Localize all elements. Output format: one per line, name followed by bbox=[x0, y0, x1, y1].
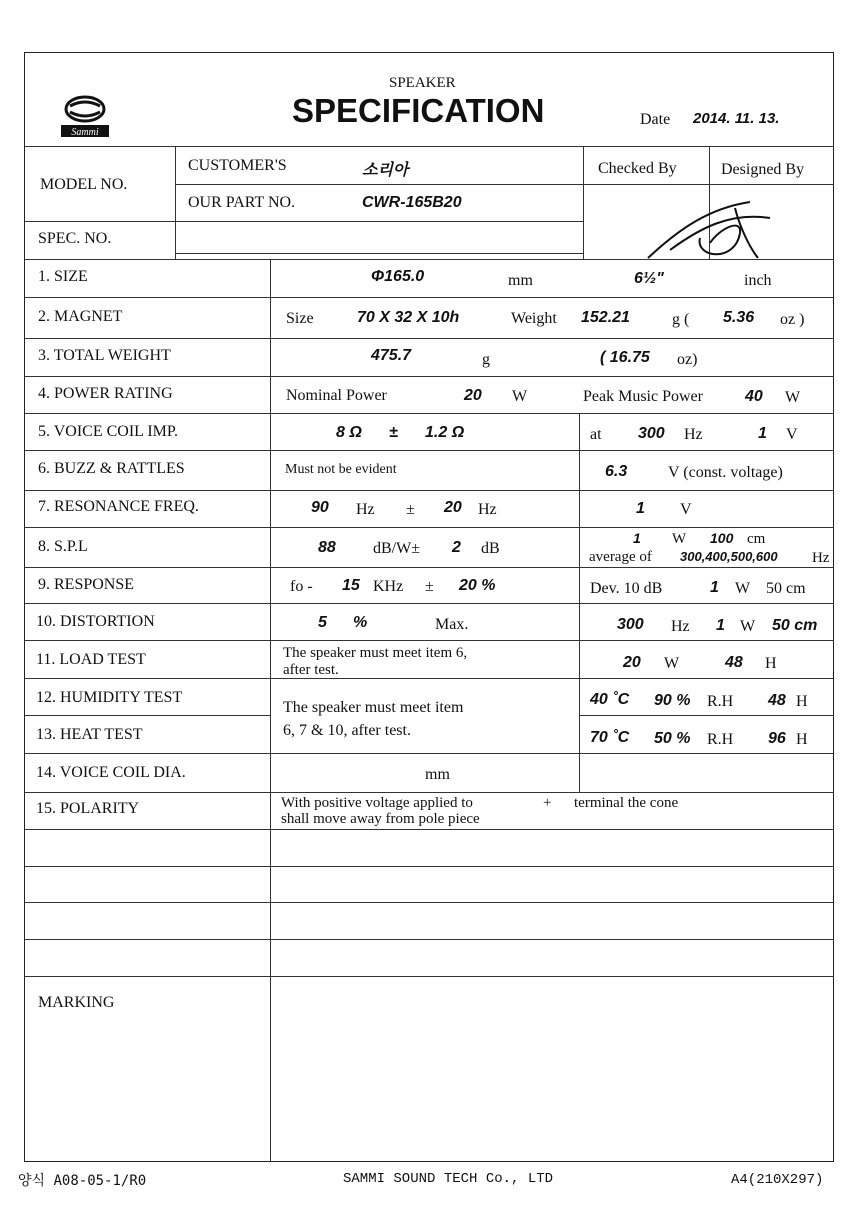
divider bbox=[24, 490, 834, 491]
humidity-h-value: 48 bbox=[768, 692, 786, 709]
divider bbox=[24, 603, 834, 604]
divider bbox=[270, 259, 271, 1162]
divider bbox=[175, 184, 583, 185]
spl-average-unit: Hz bbox=[812, 550, 830, 566]
load-desc-line1: The speaker must meet item 6, bbox=[283, 645, 468, 661]
buzz-desc: Must not be evident bbox=[285, 462, 397, 477]
spl-tolerance: 2 bbox=[452, 539, 461, 556]
date-label: Date bbox=[640, 111, 671, 128]
peak-power-value: 40 bbox=[745, 388, 763, 405]
nominal-power-value: 20 bbox=[464, 387, 482, 404]
resonance-tol-unit: Hz bbox=[478, 501, 497, 518]
response-fo: fo - bbox=[290, 578, 313, 595]
voice-coil-imp-label: 5. VOICE COIL IMP. bbox=[38, 423, 179, 440]
response-khz-unit: KHz bbox=[373, 578, 404, 595]
power-rating-label: 4. POWER RATING bbox=[38, 385, 173, 402]
resonance-v-value: 1 bbox=[636, 500, 645, 517]
magnet-oz-value: 5.36 bbox=[723, 309, 755, 326]
distortion-hz-unit: Hz bbox=[671, 618, 690, 635]
divider bbox=[579, 413, 580, 792]
size-inch-value: 6½" bbox=[634, 270, 664, 287]
customer-value: 소리아 bbox=[362, 162, 409, 179]
signature bbox=[640, 188, 780, 268]
response-w-value: 1 bbox=[710, 579, 719, 596]
spl-cm-unit: cm bbox=[747, 531, 766, 547]
heat-temp: 70 ˚C bbox=[590, 729, 630, 746]
distortion-unit: % bbox=[353, 614, 368, 631]
divider bbox=[24, 297, 834, 298]
distortion-hz-value: 300 bbox=[617, 616, 644, 633]
response-label: 9. RESPONSE bbox=[38, 576, 135, 593]
peak-power-label: Peak Music Power bbox=[583, 388, 703, 405]
spl-label: 8. S.P.L bbox=[38, 538, 88, 555]
divider bbox=[24, 640, 834, 641]
load-test-label: 11. LOAD TEST bbox=[36, 651, 146, 668]
magnet-g-unit: g ( bbox=[672, 311, 690, 328]
imp-tolerance: 1.2 Ω bbox=[425, 424, 465, 441]
total-weight-oz-value: ( 16.75 bbox=[600, 349, 650, 366]
response-w-unit: W bbox=[735, 580, 751, 597]
spl-average-values: 300,400,500,600 bbox=[680, 549, 778, 564]
buzz-label: 6. BUZZ & RATTLES bbox=[38, 460, 185, 477]
resonance-unit: Hz bbox=[356, 501, 375, 518]
divider bbox=[24, 678, 834, 679]
polarity-desc-line1b: terminal the cone bbox=[574, 795, 679, 811]
spl-value: 88 bbox=[318, 539, 336, 556]
humidity-heat-desc-line2: 6, 7 & 10, after test. bbox=[283, 722, 411, 739]
magnet-oz-unit: oz ) bbox=[780, 311, 805, 328]
resonance-value: 90 bbox=[311, 499, 329, 516]
size-label: 1. SIZE bbox=[38, 268, 88, 285]
size-mm-value: Φ165.0 bbox=[371, 268, 425, 285]
heat-rh-unit: R.H bbox=[707, 731, 734, 748]
divider bbox=[24, 866, 834, 867]
distortion-w-value: 1 bbox=[716, 617, 725, 634]
humidity-temp: 40 ˚C bbox=[590, 691, 630, 708]
resonance-v-unit: V bbox=[680, 501, 692, 518]
humidity-rh: 90 % bbox=[654, 692, 691, 709]
part-no-value: CWR-165B20 bbox=[362, 194, 462, 211]
divider bbox=[579, 715, 834, 716]
divider bbox=[24, 413, 834, 414]
voice-coil-dia-label: 14. VOICE COIL DIA. bbox=[36, 764, 186, 781]
spl-tol-unit: dB bbox=[481, 540, 500, 557]
magnet-size-label: Size bbox=[286, 310, 314, 327]
date-value: 2014. 11. 13. bbox=[693, 110, 780, 127]
subtitle: SPEAKER bbox=[389, 75, 456, 91]
buzz-v-value: 6.3 bbox=[605, 463, 628, 480]
divider bbox=[24, 450, 834, 451]
polarity-label: 15. POLARITY bbox=[36, 800, 140, 817]
humidity-rh-unit: R.H bbox=[707, 693, 734, 710]
polarity-desc-line2: shall move away from pole piece bbox=[281, 811, 480, 827]
distortion-value: 5 bbox=[318, 614, 327, 631]
load-h-value: 48 bbox=[725, 654, 743, 671]
humidity-heat-desc-line1: The speaker must meet item bbox=[283, 699, 464, 716]
total-weight-g-unit: g bbox=[482, 351, 490, 368]
resonance-tolerance: 20 bbox=[444, 499, 462, 516]
divider bbox=[24, 902, 834, 903]
imp-hz-value: 300 bbox=[638, 425, 665, 442]
model-no-label: MODEL NO. bbox=[40, 176, 128, 193]
divider bbox=[175, 146, 176, 259]
divider bbox=[24, 338, 834, 339]
imp-v-unit: V bbox=[786, 426, 798, 443]
imp-v-value: 1 bbox=[758, 425, 767, 442]
divider bbox=[24, 753, 834, 754]
total-weight-label: 3. TOTAL WEIGHT bbox=[38, 347, 171, 364]
response-percent: 20 % bbox=[459, 577, 496, 594]
response-dev: Dev. 10 dB bbox=[590, 580, 663, 597]
resonance-label: 7. RESONANCE FREQ. bbox=[38, 498, 199, 515]
divider bbox=[24, 146, 834, 147]
imp-pm: ± bbox=[389, 424, 398, 441]
spl-cm-value: 100 bbox=[710, 530, 734, 546]
sammi-logo bbox=[58, 94, 112, 140]
divider bbox=[24, 376, 834, 377]
spl-unit: dB/W± bbox=[373, 540, 420, 557]
polarity-desc-line1: With positive voltage applied to bbox=[281, 795, 473, 811]
divider bbox=[24, 976, 834, 977]
peak-power-unit: W bbox=[785, 389, 801, 406]
magnet-size-value: 70 X 32 X 10h bbox=[357, 309, 460, 326]
spl-w-value: 1 bbox=[633, 530, 641, 546]
form-code: 양식 A08-05-1/R0 bbox=[18, 1173, 147, 1189]
divider bbox=[24, 829, 834, 830]
heat-test-label: 13. HEAT TEST bbox=[36, 726, 143, 743]
part-no-label: OUR PART NO. bbox=[188, 194, 296, 211]
response-cm: 50 cm bbox=[766, 580, 806, 597]
distortion-max: Max. bbox=[435, 616, 469, 633]
spl-w-unit: W bbox=[672, 531, 687, 547]
checked-by-label: Checked By bbox=[598, 160, 677, 177]
size-inch-unit: inch bbox=[744, 272, 772, 289]
page-title: SPECIFICATION bbox=[292, 92, 545, 129]
load-w-unit: W bbox=[664, 655, 680, 672]
heat-rh: 50 % bbox=[654, 730, 691, 747]
divider bbox=[24, 567, 834, 568]
load-desc-line2: after test. bbox=[283, 662, 339, 678]
humidity-test-label: 12. HUMIDITY TEST bbox=[36, 689, 183, 706]
nominal-power-label: Nominal Power bbox=[286, 387, 387, 404]
magnet-weight-label: Weight bbox=[511, 310, 557, 327]
heat-h-value: 96 bbox=[768, 730, 786, 747]
divider bbox=[583, 146, 584, 259]
divider bbox=[24, 221, 583, 222]
imp-value: 8 Ω bbox=[336, 424, 362, 441]
divider bbox=[24, 715, 270, 716]
response-khz-value: 15 bbox=[342, 577, 360, 594]
marking-label: MARKING bbox=[38, 994, 115, 1011]
customer-label: CUSTOMER'S bbox=[188, 157, 287, 174]
response-pm: ± bbox=[425, 578, 434, 595]
heat-h-unit: H bbox=[796, 731, 808, 748]
spec-no-label: SPEC. NO. bbox=[38, 230, 112, 247]
spl-average-label: average of bbox=[589, 549, 652, 565]
load-w-value: 20 bbox=[623, 654, 641, 671]
polarity-plus: + bbox=[543, 795, 552, 811]
humidity-h-unit: H bbox=[796, 693, 808, 710]
size-mm-unit: mm bbox=[508, 272, 533, 289]
resonance-pm: ± bbox=[406, 501, 415, 518]
company-name: SAMMI SOUND TECH Co., LTD bbox=[343, 1171, 554, 1187]
distortion-label: 10. DISTORTION bbox=[36, 613, 155, 630]
distortion-cm: 50 cm bbox=[772, 617, 818, 634]
divider bbox=[175, 253, 583, 254]
voice-coil-dia-unit: mm bbox=[425, 766, 450, 783]
magnet-label: 2. MAGNET bbox=[38, 308, 123, 325]
designed-by-label: Designed By bbox=[721, 161, 805, 178]
svg-text:Sammi: Sammi bbox=[71, 127, 99, 138]
total-weight-g-value: 475.7 bbox=[371, 347, 412, 364]
distortion-w-unit: W bbox=[740, 618, 756, 635]
divider bbox=[24, 939, 834, 940]
imp-hz-unit: Hz bbox=[684, 426, 703, 443]
paper-size: A4(210X297) bbox=[731, 1172, 824, 1188]
nominal-power-unit: W bbox=[512, 388, 528, 405]
buzz-v-unit: V (const. voltage) bbox=[668, 464, 783, 481]
imp-at-label: at bbox=[590, 426, 602, 443]
divider bbox=[24, 792, 834, 793]
magnet-weight-value: 152.21 bbox=[581, 309, 630, 326]
load-h-unit: H bbox=[765, 655, 777, 672]
total-weight-oz-unit: oz) bbox=[677, 351, 698, 368]
divider bbox=[24, 527, 834, 528]
